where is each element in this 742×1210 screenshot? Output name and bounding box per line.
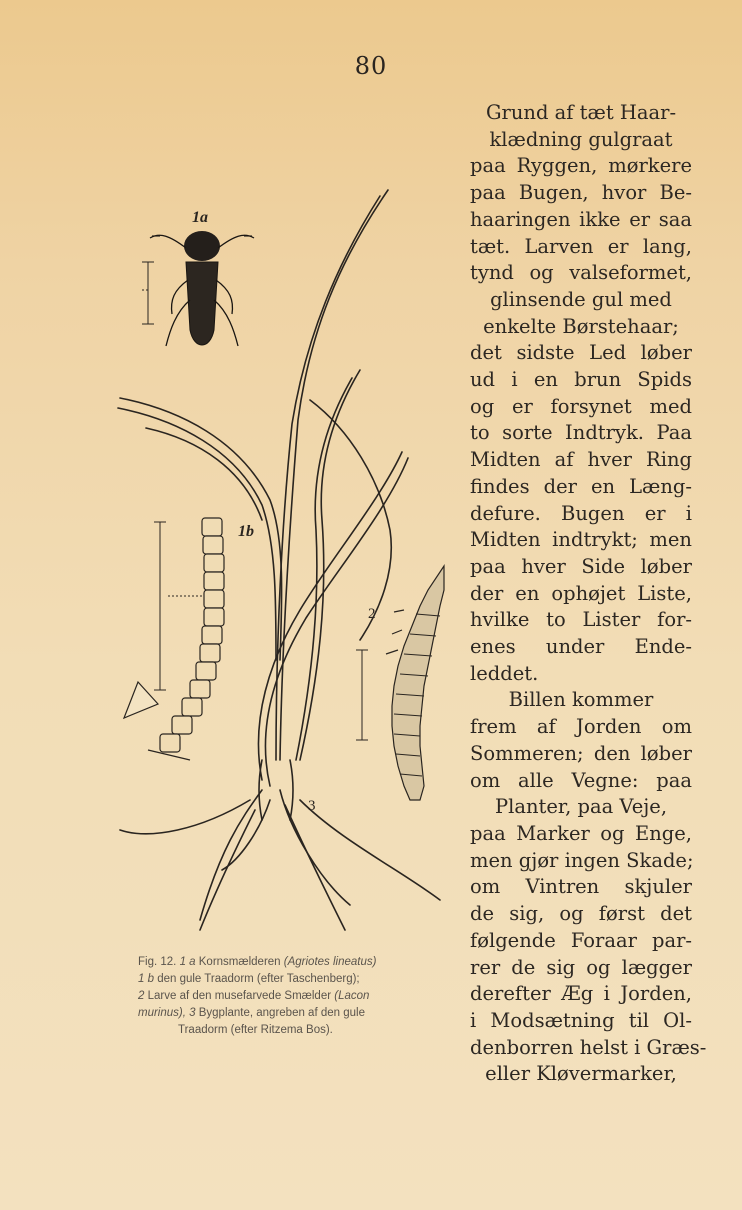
plant-root bbox=[285, 805, 345, 930]
text-line: klædning gulgraat bbox=[489, 127, 673, 151]
caption-line: 1 b den gule Traadorm (efter Taschenberg); bbox=[138, 973, 360, 985]
text-line: rer de sig og lægger bbox=[470, 955, 692, 979]
text-line: findes der en Læng- bbox=[470, 474, 692, 498]
text-line: tynd og valseformet, bbox=[470, 261, 692, 285]
text-line: de sig, og først det bbox=[470, 902, 692, 926]
caption-line: murinus), 3 Bygplante, angreben af den gule bbox=[138, 1007, 365, 1019]
text-line: paa Marker og Enge, bbox=[470, 821, 692, 845]
text-line: denborren helst i Græs- bbox=[470, 1035, 707, 1059]
text-line: paa Ryggen, mørkere bbox=[470, 154, 692, 178]
text-line: hvilke to Lister for- bbox=[470, 608, 692, 632]
text-line: Sommeren; den løber bbox=[470, 741, 692, 765]
body-text bbox=[470, 100, 707, 1088]
caption-line: 2 Larve af den musefarvede Smælder (Lacon bbox=[138, 990, 370, 1002]
beetle-illustration bbox=[140, 231, 254, 346]
text-line: glinsende gul med bbox=[490, 287, 672, 311]
text-line: Midten indtrykt; men bbox=[470, 528, 692, 552]
figure-label-1a: 1a bbox=[192, 209, 208, 226]
text-line: følgende Foraar par- bbox=[470, 928, 692, 952]
figure-caption bbox=[138, 954, 468, 1039]
text-line: om alle Vegne: paa bbox=[470, 768, 692, 792]
text-line: ud i en brun Spids bbox=[470, 368, 692, 392]
text-line: Midten af hver Ring bbox=[470, 448, 692, 472]
text-line: paa Bugen, hvor Be- bbox=[470, 181, 692, 205]
text-line: enes under Ende- bbox=[470, 635, 692, 659]
text-line: Planter, paa Veje, bbox=[494, 795, 668, 819]
text-line: enkelte Børstehaar; bbox=[483, 314, 679, 338]
text-line: der en ophøjet Liste, bbox=[470, 581, 692, 605]
text-line: defure. Bugen er i bbox=[470, 501, 692, 525]
text-line: paa hver Side løber bbox=[470, 554, 692, 578]
caption-line: Traadorm (efter Ritzema Bos). bbox=[178, 1024, 333, 1036]
plant-root bbox=[300, 800, 440, 900]
text-line: haaringen ikke er saa bbox=[470, 207, 692, 231]
figure-label-3: 3 bbox=[308, 798, 316, 814]
plant-leaf bbox=[265, 458, 408, 786]
text-line: men gjør ingen Skade; bbox=[470, 848, 694, 872]
text-line: to sorte Indtryk. Paa bbox=[470, 421, 692, 445]
plant-root bbox=[200, 790, 262, 920]
text-line: derefter Æg i Jorden, bbox=[470, 982, 692, 1006]
text-line: det sidste Led løber bbox=[470, 341, 692, 365]
plant-root bbox=[120, 800, 250, 834]
larva-2-illustration bbox=[356, 566, 444, 800]
text-line: eller Kløvermarker, bbox=[485, 1062, 677, 1086]
text-line: og er forsynet med bbox=[470, 394, 692, 418]
text-line: i Modsætning til Ol- bbox=[470, 1008, 692, 1032]
plant-root bbox=[200, 810, 255, 930]
text-line: om Vintren skjuler bbox=[470, 875, 692, 899]
page-number: 80 bbox=[354, 52, 388, 80]
text-line: Grund af tæt Haar- bbox=[485, 101, 677, 124]
plant-leaf bbox=[276, 196, 380, 760]
figure-illustration bbox=[100, 180, 460, 950]
figure-label-2: 2 bbox=[368, 606, 376, 622]
caption-line: Fig. 12. 1 a Kornsmælderen (Agriotes lineatus) bbox=[138, 956, 377, 968]
larva-1b-illustration bbox=[124, 518, 224, 760]
plant-leaf bbox=[120, 398, 282, 660]
text-line: frem af Jorden om bbox=[470, 715, 692, 739]
figure-drawing bbox=[100, 180, 460, 950]
text-line: Billen kommer bbox=[508, 688, 654, 712]
figure-label-1b: 1b bbox=[238, 523, 254, 540]
text-line: leddet. bbox=[470, 661, 539, 685]
text-line: tæt. Larven er lang, bbox=[470, 234, 692, 258]
